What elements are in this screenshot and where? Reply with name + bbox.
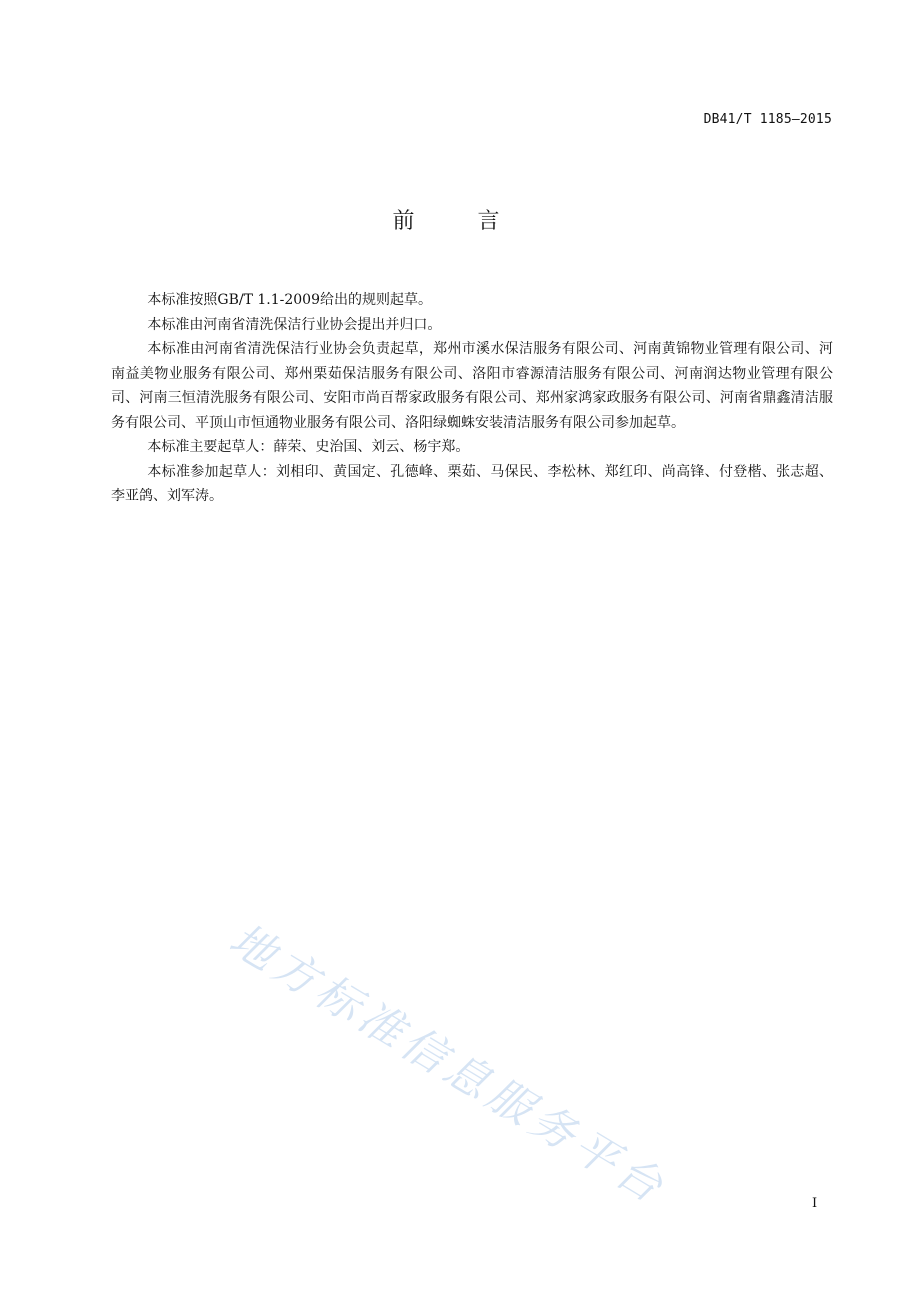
- paragraph-drafting-rules: 本标准按照GB/T 1.1-2009给出的规则起草。: [147, 292, 432, 308]
- paragraph-proposer: 本标准由河南省清洗保洁行业协会提出并归口。: [147, 316, 442, 333]
- document-code: DB41/T 1185—2015: [703, 112, 832, 127]
- page-title: 前 言: [392, 209, 528, 234]
- paragraph-main-drafters: 本标准主要起草人：薛荣、史治国、刘云、杨宇郑。: [147, 439, 470, 455]
- document-body: [111, 288, 833, 509]
- watermark: 地方标准信息服务平台: [220, 913, 676, 1216]
- paragraph-participating-drafters: 本标准参加起草人：刘相印、黄国定、孔德峰、栗茹、马保民、李松林、郑红印、尚高锋、付登楷、张志超、李亚鸽、刘军涛。: [111, 463, 833, 504]
- paragraph-drafting-units: 本标准由河南省清洗保洁行业协会负责起草，郑州市溪水保洁服务有限公司、河南黄锦物业管理有限公司、河南益美物业服务有限公司、郑州栗茹保洁服务有限公司、洛阳市睿源清洁服务有限公司、河南润达物业管理有限公司、河南三恒清洗服务有限公司、安阳市尚百帮家政服务有限公司、郑州家鸿家政服务有限公司、河南省鼎鑫清洁服务有限公司、平顶山市恒通物业服务有限公司、洛阳绿蜘蛛安装清洁服务有限公司参加起草。: [111, 341, 833, 431]
- page-number: I: [812, 1196, 818, 1211]
